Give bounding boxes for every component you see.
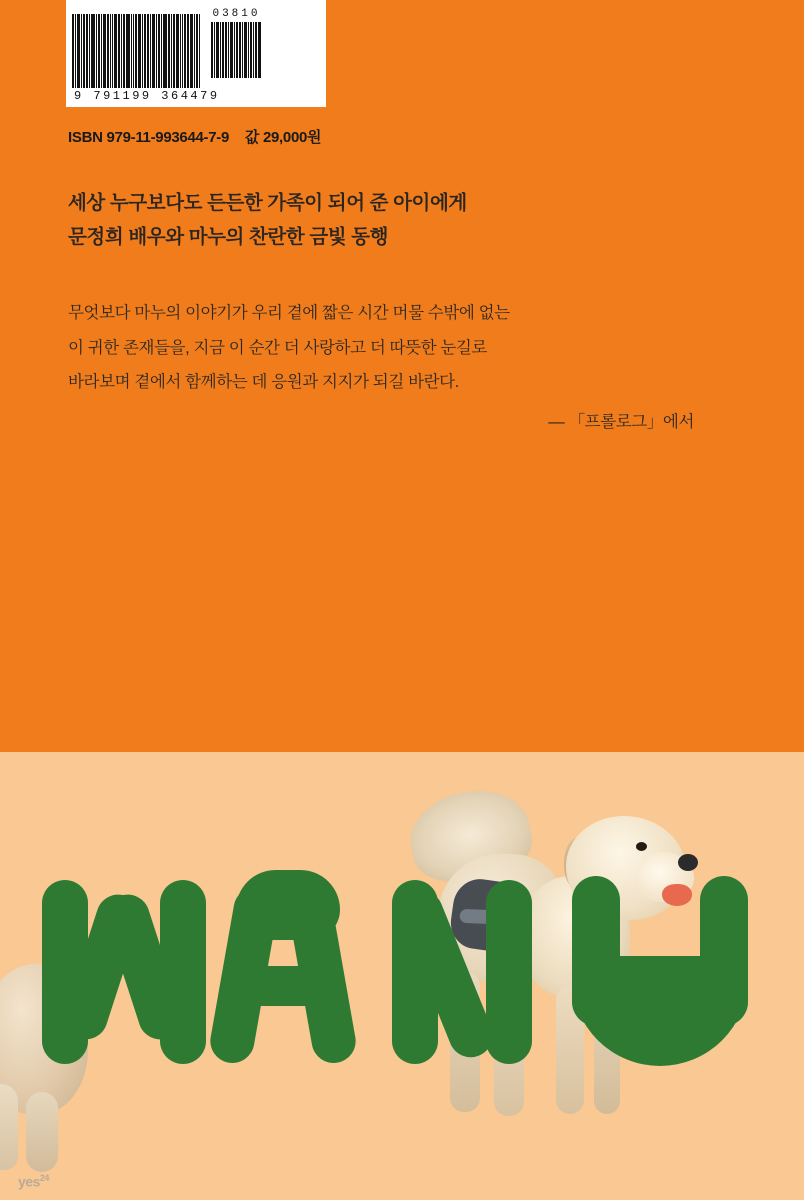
title-lettering-manu bbox=[0, 870, 804, 1070]
headline-line-1: 세상 누구보다도 든든한 가족이 되어 준 아이에게 bbox=[68, 192, 467, 214]
isbn-line bbox=[68, 126, 321, 147]
watermark-text: yes bbox=[18, 1174, 40, 1190]
quote-attribution: — 「프롤로그」에서 bbox=[548, 413, 694, 431]
headline bbox=[68, 186, 728, 254]
bottom-illustration-panel bbox=[0, 752, 804, 1200]
barcode-block bbox=[66, 0, 326, 107]
price-label: 값 29,000원 bbox=[244, 129, 322, 146]
barcode-ean-digits: 9 791199 364479 bbox=[74, 89, 220, 103]
body-copy bbox=[68, 296, 748, 400]
barcode-addon-digits: 03810 bbox=[212, 8, 261, 20]
addon-barcode-icon bbox=[211, 22, 262, 78]
barcode-addon bbox=[211, 8, 262, 78]
watermark-sup: 24 bbox=[39, 1173, 49, 1184]
body-copy-line-1: 무엇보다 마누의 이야기가 우리 곁에 짧은 시간 머물 수밖에 없는 bbox=[68, 304, 510, 322]
isbn-label: ISBN 979-11-993644-7-9 bbox=[68, 129, 230, 146]
watermark-logo bbox=[18, 1173, 49, 1190]
headline-line-2: 문정희 배우와 마누의 찬란한 금빛 동행 bbox=[68, 226, 389, 249]
body-copy-line-3: 바라보며 곁에서 함께하는 데 응원과 지지가 되길 바란다. bbox=[68, 373, 459, 392]
body-copy-line-2: 이 귀한 존재들을, 지금 이 순간 더 사랑하고 더 따뜻한 눈길로 bbox=[68, 338, 487, 357]
ean13-barcode-icon bbox=[72, 14, 201, 88]
barcode-rows bbox=[72, 8, 320, 88]
